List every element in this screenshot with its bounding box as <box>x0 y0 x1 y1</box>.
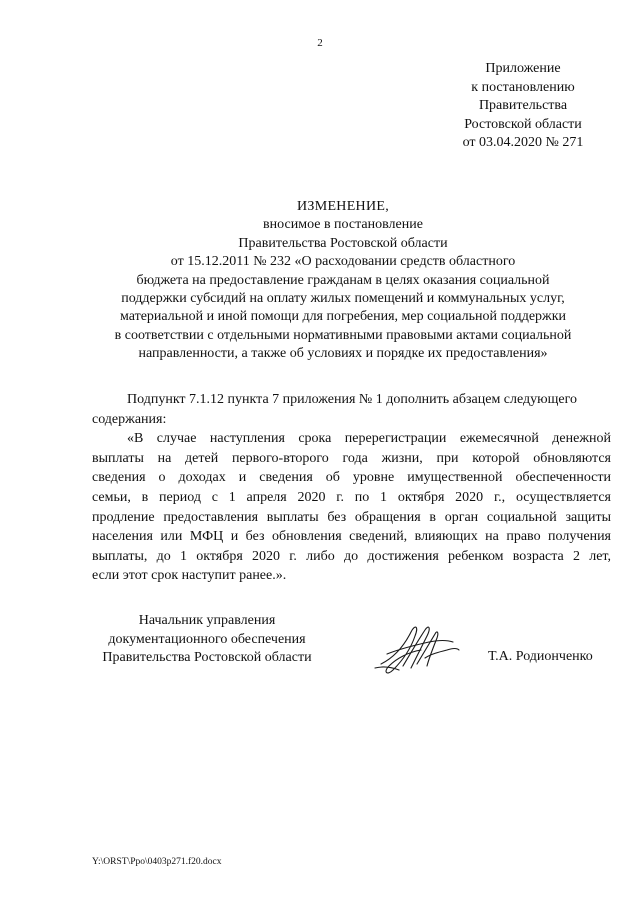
title-heading: ИЗМЕНЕНИЕ, <box>296 199 390 214</box>
page-number: 2 <box>317 37 323 49</box>
handwritten-signature <box>373 620 463 676</box>
appendix-line: к постановлению <box>471 79 575 95</box>
title-line: от 15.12.2011 № 232 «О расходовании средств областного <box>170 254 516 270</box>
title-line: в соответствии с отдельными нормативными правовыми актами социальной <box>114 327 572 343</box>
signer-position-line: документационного обеспечения <box>108 631 306 647</box>
body-line: выплаты на детей первого-второго года жизни, при которой обновляются <box>92 450 611 466</box>
appendix-line: от 03.04.2020 № 271 <box>462 135 584 150</box>
appendix-line: Приложение <box>485 61 561 76</box>
appendix-line: Ростовской области <box>464 116 582 132</box>
signer-position-line: Правительства Ростовской области <box>102 650 312 666</box>
title-line: Правительства Ростовской области <box>238 235 448 251</box>
title-line: бюджета на предоставление гражданам в целях оказания социальной <box>136 272 550 288</box>
signer-position <box>92 612 322 668</box>
body-line: населения или МФЦ и без обновления сведений, влияющих на право получения <box>92 529 611 545</box>
signer-name: Т.А. Родионченко <box>488 649 593 664</box>
title-line: вносимое в постановление <box>263 217 423 233</box>
body-line: «В случае наступления срока перерегистрации ежемесячной денежной <box>127 431 611 447</box>
body-line: продление предоставления выплаты без обращения в орган социальной защиты <box>92 509 611 525</box>
signer-position-line: Начальник управления <box>138 613 276 628</box>
body-line: выплаты, до 1 октября 2020 г. либо до достижения ребенком возраста 2 лет, <box>92 548 611 564</box>
title-line: поддержки субсидий на оплату жилых помещений и коммунальных услуг, <box>121 291 565 307</box>
body-line: Подпункт 7.1.12 пункта 7 приложения № 1 дополнить абзацем следующего <box>127 392 578 407</box>
file-path: Y:\ORST\Ppo\0403p271.f20.docx <box>92 857 222 867</box>
body-line: семьи, в период с 1 апреля 2020 г. по 1 октября 2020 г., осуществляется <box>92 489 611 505</box>
appendix-header <box>420 60 626 153</box>
document-body <box>92 390 611 586</box>
document-title <box>70 198 616 364</box>
title-line: направленности, а также об условиях и порядке их предоставления» <box>138 346 548 362</box>
body-line: если этот срок наступит ранее.». <box>92 568 287 584</box>
appendix-line: Правительства <box>478 98 568 113</box>
body-line: сведения о доходах и сведения об уровне имущественной обеспеченности <box>92 470 611 486</box>
body-line: содержания: <box>92 411 167 427</box>
title-line: материальной и иной помощи для погребения, мер социальной поддержки <box>119 309 566 325</box>
